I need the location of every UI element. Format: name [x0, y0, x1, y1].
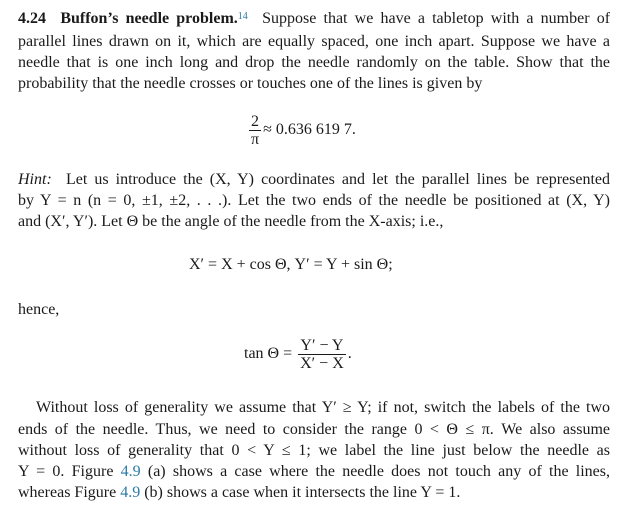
hint-first-line: Hint: Let us introduce the (X, Y) coordinates and let the parallel lines be represented: [18, 171, 610, 188]
fraction-two-over-pi: $\frac{2}{\pi}$: [251, 113, 260, 148]
probability-equation: [247, 113, 356, 148]
hence-text: hence,: [18, 301, 60, 318]
probability-value: ≈ 0.636 619 7.: [263, 121, 356, 139]
hint-line: by Y = n (n = 0, ±1, ±2, . . .). Let the two ends of the needle be positioned at (X, Y): [18, 192, 610, 209]
figure-link[interactable]: 4.9: [120, 463, 141, 480]
problem-line: parallel lines drawn on it, which are equally spaced, one inch apart. Suppose we have a: [18, 33, 610, 50]
tangent-fraction: $\frac{Y' - Y}{X' - X}$: [300, 337, 344, 372]
hint-line: and (X′, Y′). Let Θ be the angle of the needle from the X-axis; i.e.,: [18, 213, 444, 230]
coordinate-equation: X′ = X + cos Θ, Y′ = Y + sin Θ;: [189, 256, 393, 273]
hint-label: Hint:: [18, 171, 52, 188]
paragraph-line: Y = 0. Figure 4.9 (a) shows a case where the needle does not touch any of the lines,: [18, 463, 610, 480]
problem-first-line: [18, 9, 610, 29]
footnote-marker[interactable]: 14: [237, 11, 248, 22]
problem-title: Buffon’s needle problem.: [60, 10, 238, 27]
problem-line: needle that is one inch long and drop the needle randomly on the table. Show that the: [18, 54, 610, 71]
paragraph-line: whereas Figure 4.9 (b) shows a case when it intersects the line Y = 1.: [18, 484, 461, 501]
tangent-equation: tan Θ = $\frac{Y' - Y}{X' - X}$ .: [244, 337, 352, 372]
problem-number: 4.24: [18, 10, 46, 27]
problem-text: Suppose that we have a tabletop with a number of: [262, 10, 610, 27]
paragraph-line: Without loss of generality we assume that Y′ ≥ Y; if not, switch the labels of the two: [36, 399, 610, 416]
paragraph-line: without loss of generality that 0 < Y ≤ 1; we label the line just below the needle as: [18, 442, 610, 459]
figure-link[interactable]: 4.9: [120, 484, 141, 501]
problem-line: probability that the needle crosses or touches one of the lines is given by: [18, 75, 483, 92]
paragraph-line: ends of the needle. Thus, we need to consider the range 0 < Θ ≤ π. We also assume: [18, 421, 610, 438]
